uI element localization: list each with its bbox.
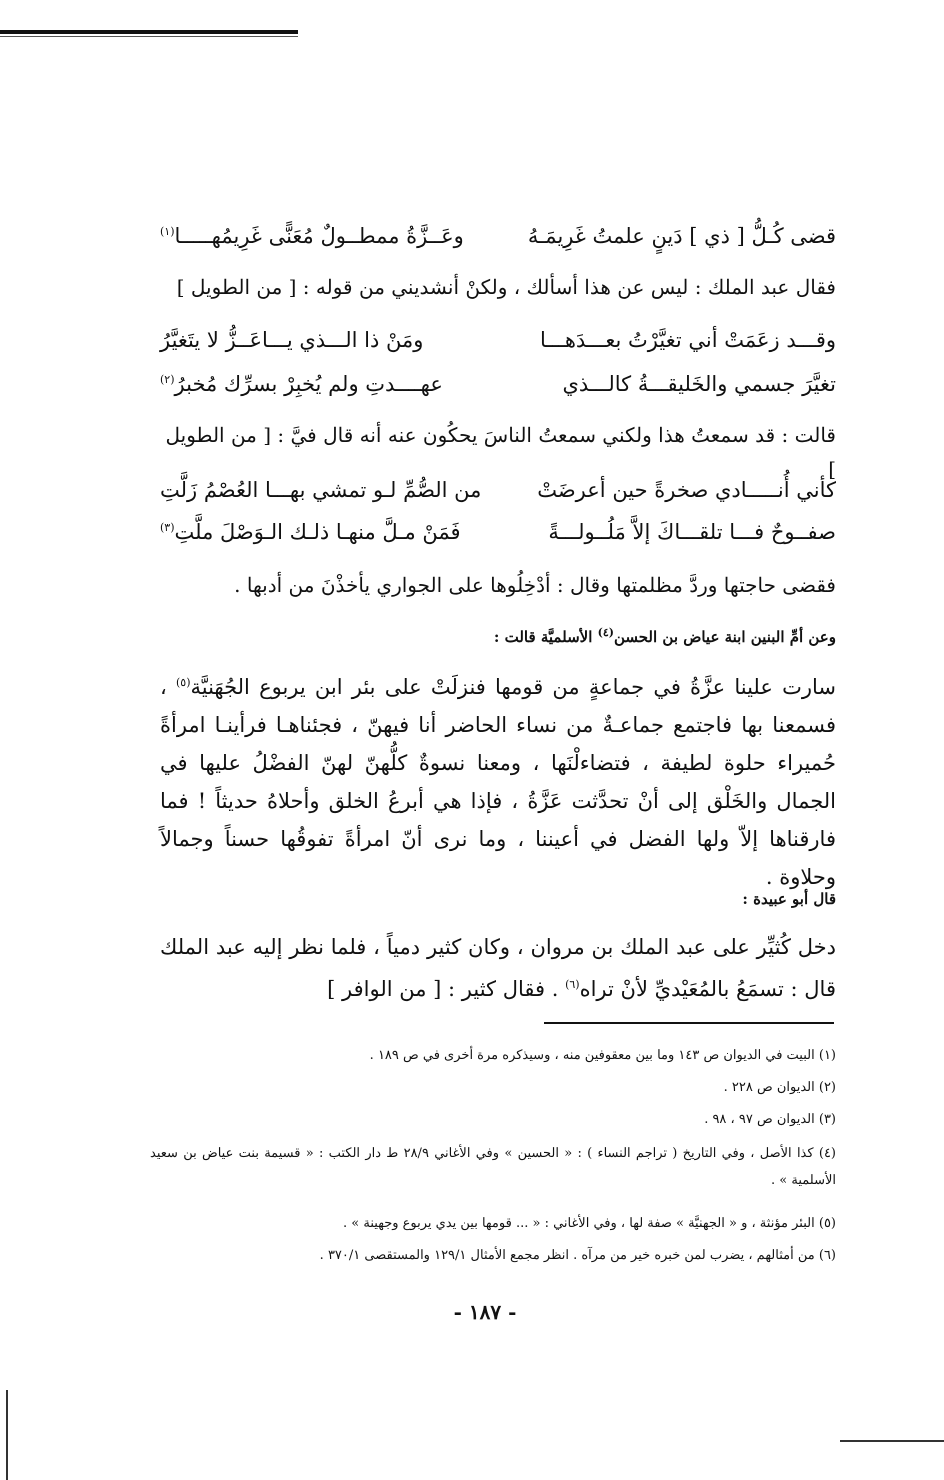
abd-malik-said-line: فقال عبد الملك : ليس عن هذا أسألك ، ولكنْ أنشديني من قوله : [ من الطويل ] xyxy=(176,275,836,299)
footnote-ref-5: (٥) xyxy=(175,676,191,689)
footnote-ref-2: (٢) xyxy=(160,373,175,386)
verse-1-hemistich-2: وعَــزَّةُ ممطــولٌ مُعَنًّى غَرِيمُهـــــا$^{(١)}$ xyxy=(160,224,464,248)
verse-4 xyxy=(160,472,836,508)
verse-4-hemistich-2: من الصُّمِّ لـو تمشي بهـــا العُصْمُ زَلَّتِ xyxy=(160,478,482,502)
footnote-2: (٢) الديوان ص ٢٢٨ . xyxy=(723,1080,836,1095)
verse-2-hemistich-1: وقـــد زعَمَتْ أني تغيَّرْتُ بعـــدَهـــا xyxy=(539,328,836,352)
verse-2 xyxy=(160,322,836,358)
verse-2-hemistich-2: ومَنْ ذا الـــذي يـــاعَــزُّ لا يتَغيَّرُ xyxy=(160,328,424,352)
kuthayyir-paragraph: دخل كُثيِّر على عبد الملك بن مروان ، وكان كثير دمياً ، فلما نظر إليه عبد الملك قال : تسمَعُ بالمُعَيْديِّ لأنْ تراه$^{(٦)}$ . فقال كثير : [ من الوافر ] xyxy=(160,935,836,1001)
verse-4-hemistich-1: كأني أُنـــــادي صخرةً حين أعرضَتْ xyxy=(537,478,836,502)
footnote-ref-6: (٦) xyxy=(565,978,580,991)
verse-5 xyxy=(160,510,836,550)
scan-edge-mark xyxy=(6,1390,8,1480)
verse-1-hemistich-1: قضى كُـلُّ [ ذي ] دَينٍ علمتُ غَرِيمَـهُ xyxy=(527,224,836,248)
story-paragraph: سارت علينا عزَّةُ في جماعةٍ من قومها فنزلَتْ على بئر ابن يربوع الجُهَنيَّة$^{(٥)}$ ، فسمعنا بها فاجتمع جماعـةٌ من نساء الحاضر أنا فيهنّ ، فجئناهـا فرأينـا امرأةً حُميراء حلوة لطيفة ، فتضاءلْنَها ، ومعنا نسوةٌ كلُّهنّ لهنّ الفضْلُ عليها في الجمال والخَلْق إلى أنْ تحدَّثت عَزَّةُ ، فإذا هي أبرعُ الخلق وأحلاهُ حديثاً ! فما فارقناها إلاّ ولها الفضل في أعيننا ، وما نرى أنّ امرأةً تفوقُها حسناً وجمالاً وحلاوة . xyxy=(160,675,836,889)
footnote-4: (٤) كذا الأصل ، وفي التاريخ ( تراجم النساء ) : « الحسين » وفي الأغاني ٢٨/٩ ط دار الكتب : « قسيمة بنت عياض بن سعيد الأسلمية » . xyxy=(150,1146,836,1188)
top-rule-thin xyxy=(0,36,298,37)
footnote-6: (٦) من أمثالهم ، يضرب لمن خبره خير من مرآه . انظر مجمع الأمثال ١٢٩/١ والمستقصى ٣٧٠/١ . xyxy=(319,1248,836,1263)
verse-3 xyxy=(160,362,836,402)
footnote-separator xyxy=(544,1022,834,1024)
verse-3-hemistich-1: تغيَّرَ جسمي والخَليقـــةُ كالـــذي xyxy=(562,372,836,396)
footnote-ref-4: (٤) xyxy=(597,626,614,639)
verse-5-hemistich-2: فَمَنْ مـلَّ منهـا ذلـك الـوَصْلَ ملَّتِ$^{(٣)}$ xyxy=(160,520,461,544)
abu-ubaida-heading: قال أبو عبيدة : xyxy=(742,890,836,908)
fulfilled-line: فقضى حاجتها وردَّ مظلمتها وقال : أدْخِلُوها على الجواري يأخذْنَ من أدبها . xyxy=(234,573,836,597)
she-said-line: قالت : قد سمعتُ هذا ولكني سمعتُ الناسَ يحكُون عنه أنه قال فيَّ : [ من الطويل ] xyxy=(165,423,836,481)
footnote-5: (٥) البئر مؤنثة ، و « الجهنيَّة » صفة لها ، وفي الأغاني : « ... قومها بين يدي يربوع وجهينة » . xyxy=(343,1216,836,1231)
page-number: - ١٨٧ - xyxy=(453,1300,517,1324)
bottom-right-rule xyxy=(840,1440,944,1442)
footnote-ref-1: (١) xyxy=(160,225,175,238)
verse-5-hemistich-1: صفــوحٌ فـــا تلقـــاكَ إلاَّ مَلُــولـــةً xyxy=(548,520,836,544)
verse-3-hemistich-2: عهــــدتِ ولم يُخبِرْ بسرِّك مُخبرُ$^{(٢)}$ xyxy=(160,372,443,396)
umm-al-banin-heading: وعن أمِّ البنين ابنة عياض بن الحسن$^{(٤)}$ الأسلميَّة قالت : xyxy=(493,626,836,646)
footnote-ref-3: (٣) xyxy=(160,521,175,534)
footnote-1: (١) البيت في الديوان ص ١٤٣ وما بين معقوفين منه ، وسيذكره مرة أخرى في ص ١٨٩ . xyxy=(369,1048,836,1063)
verse-1 xyxy=(160,214,836,254)
footnote-3: (٣) الديوان ص ٩٧ ، ٩٨ . xyxy=(704,1112,836,1127)
top-rule xyxy=(0,30,298,34)
